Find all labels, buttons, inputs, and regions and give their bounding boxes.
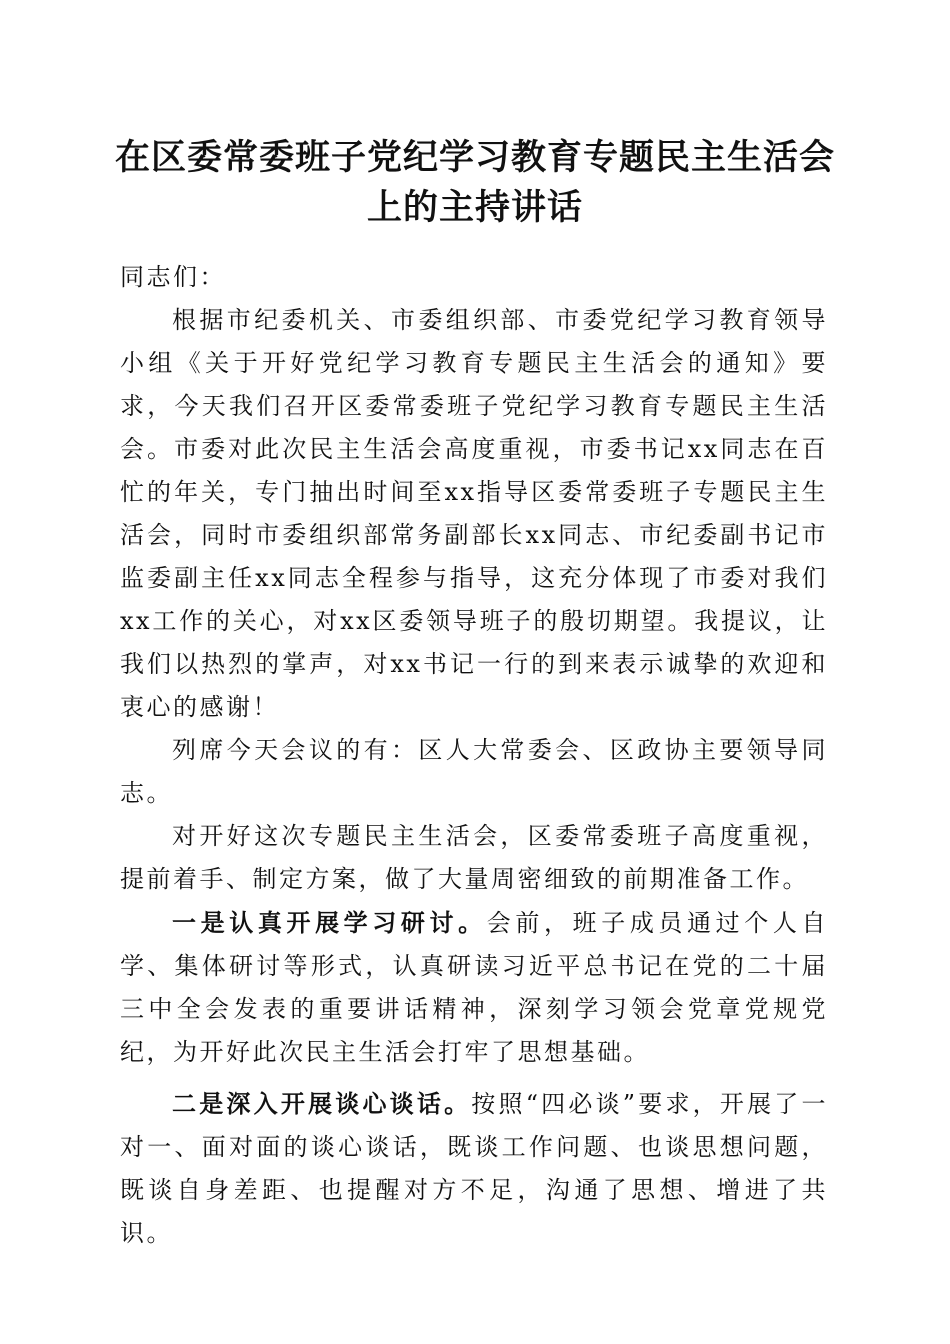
paragraph-3: 对开好这次专题民主生活会，区委常委班子高度重视，提前着手、制定方案，做了大量周密细致的前期准备工作。 <box>120 822 828 893</box>
document-title <box>100 133 850 233</box>
title-line-2: 上的主持讲话 <box>366 187 583 228</box>
paragraph-5 <box>120 1082 828 1255</box>
paragraph-4-lead: 一是认真开展学习研讨。 <box>172 908 487 937</box>
paragraph-2: 列席今天会议的有：区人大常委会、区政协主要领导同志。 <box>120 736 828 807</box>
paragraph-5-lead: 二是深入开展谈心谈话。 <box>172 1089 472 1118</box>
salutation: 同志们： <box>120 263 226 291</box>
paragraph-4 <box>120 901 828 1074</box>
paragraph-4-text: 会前，班子成员通过个人自学、集体研讨等形式，认真研读习近平总书记在党的二十届三中全会发表的重要讲话精神，深刻学习领会党章党规党纪，为开好此次民主生活会打牢了思想基础。 <box>120 909 828 1066</box>
title-line-1: 在区委常委班子党纪学习教育专题民主生活会 <box>114 137 835 178</box>
paragraph-1: 根据市纪委机关、市委组织部、市委党纪学习教育领导小组《关于开好党纪学习教育专题民主生活会的通知》要求，今天我们召开区委常委班子党纪学习教育专题民主生活会。市委对此次民主生活会高度重视，市委书记xx同志在百忙的年关，专门抽出时间至xx指导区委常委班子专题民主生活会，同时市委组织部常务副部长xx同志、市纪委副书记市监委副主任xx同志全程参与指导，这充分体现了市委对我们xx工作的关心，对xx区委领导班子的殷切期望。我提议，让我们以热烈的掌声，对xx书记一行的到来表示诚挚的欢迎和衷心的感谢！ <box>120 306 828 721</box>
document-body <box>120 256 828 1255</box>
paragraph-5-text: 按照“四必谈”要求，开展了一对一、面对面的谈心谈话，既谈工作问题、也谈思想问题，既谈自身差距、也提醒对方不足，沟通了思想、增进了共识。 <box>120 1090 829 1247</box>
